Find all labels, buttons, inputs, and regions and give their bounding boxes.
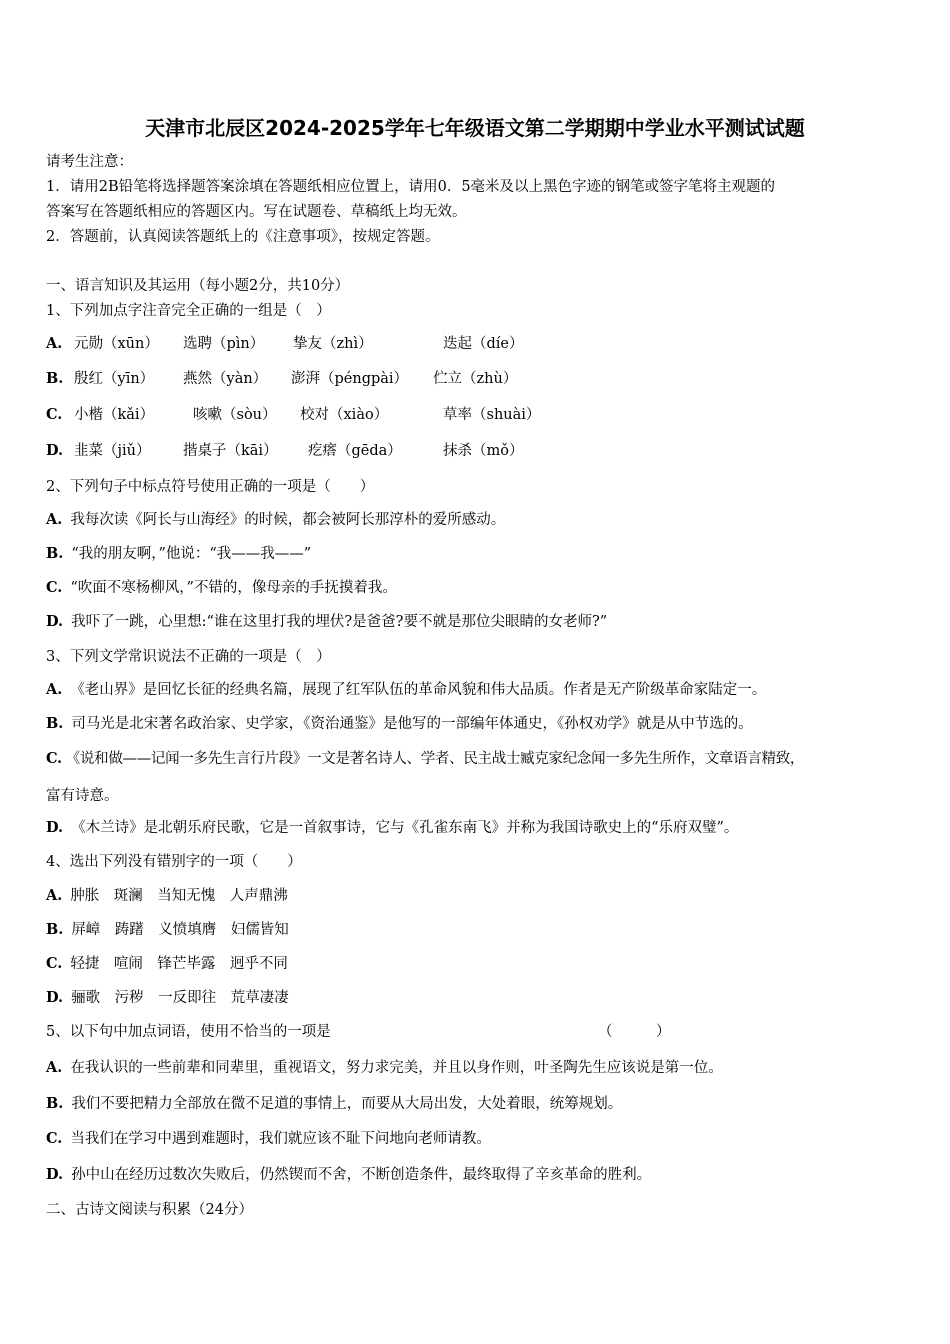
option-text: 《老山界》是回忆长征的经典名篇，展现了红军队伍的革命风貌和伟大品质。作者是无产阶级革命家陆定一。: [70, 682, 767, 698]
option-label: A.: [46, 1059, 63, 1076]
option-label: C.: [46, 1130, 63, 1147]
q4-option-b: [46, 920, 289, 940]
option-word: 挚友（zhì）: [293, 336, 373, 352]
option-label: A.: [46, 335, 63, 352]
q3-option-a: [46, 680, 766, 700]
option-label: D.: [46, 613, 64, 630]
option-word: 揩桌子（kāi）: [183, 443, 278, 459]
option-word: 抹杀（mǒ）: [443, 443, 524, 459]
option-text: 我们不要把精力全部放在微不足道的事情上，而要从大局出发，大处着眼，统筹规划。: [71, 1096, 623, 1112]
option-text: 孙中山在经历过数次失败后，仍然锲而不舍，不断创造条件，最终取得了辛亥革命的胜利。: [71, 1167, 652, 1183]
q5-option-c: [46, 1129, 491, 1149]
option-label: D.: [46, 989, 64, 1006]
option-label: B.: [46, 921, 64, 938]
notice-heading: 请考生注意：: [46, 154, 133, 170]
option-text: 《说和做——记闻一多先生言行片段》一文是著名诗人、学者、民主战士臧克家纪念闻一多先生所作，文章语言精致，: [65, 751, 805, 767]
option-label: B.: [46, 545, 64, 562]
q3-stem: 3、下列文学常识说法不正确的一项是（ ）: [46, 649, 331, 665]
notice-line-1: 1．请用2B铅笔将选择题答案涂填在答题纸相应位置上，请用0．5毫米及以上黑色字迹的钢笔或签字笔将主观题的: [46, 179, 776, 195]
q5-answer-paren: （ ）: [598, 1024, 671, 1040]
q4-option-c: [46, 954, 288, 974]
page-title: 天津市北辰区2024-2025学年七年级语文第二学期期中学业水平测试试题: [145, 116, 805, 140]
option-word: 伫立（zhù）: [433, 371, 518, 387]
q4-option-d: [46, 988, 289, 1008]
q2-option-b: [46, 544, 311, 564]
option-text: 当我们在学习中遇到难题时，我们就应该不耻下问地向老师请教。: [70, 1131, 491, 1147]
option-text: 我吓了一跳，心里想:“谁在这里打我的埋伏?是爸爸?要不就是那位尖眼睛的女老师?”: [71, 614, 608, 630]
option-word: 小楷（kǎi）: [74, 407, 155, 423]
option-label: B.: [46, 370, 64, 387]
notice-line-2: 答案写在答题纸相应的答题区内。写在试题卷、草稿纸上均无效。: [46, 204, 467, 220]
q5-option-b: [46, 1094, 622, 1114]
option-word: 澎湃（péngpài）: [291, 371, 409, 387]
option-word: 选聘（pìn）: [183, 336, 265, 352]
q1-stem: 1、下列加点字注音完全正确的一组是（ ）: [46, 303, 331, 319]
option-label: B.: [46, 715, 64, 732]
option-label: B.: [46, 1095, 64, 1112]
notice-line-3: 2．答题前，认真阅读答题纸上的《注意事项》，按规定答题。: [46, 229, 440, 245]
option-label: D.: [46, 1166, 64, 1183]
section-1-heading: 一、语言知识及其运用（每小题2分，共10分）: [46, 278, 350, 294]
option-text: 轻捷 喧闹 锋芒毕露 迥乎不同: [70, 956, 288, 972]
option-word: 燕然（yàn）: [183, 371, 268, 387]
option-word: 草率（shuài）: [443, 407, 541, 423]
q4-stem: 4、选出下列没有错别字的一项（ ）: [46, 854, 302, 870]
option-label: A.: [46, 887, 63, 904]
option-text: 《木兰诗》是北朝乐府民歌，它是一首叙事诗，它与《孔雀东南飞》并称为我国诗歌史上的“乐府双璧”。: [71, 820, 739, 836]
q5-stem: 5、以下句中加点词语，使用不恰当的一项是: [46, 1024, 331, 1040]
option-word: 疙瘩（gēda）: [308, 443, 402, 459]
option-text: “我的朋友啊，”他说：“我——我——”: [71, 546, 312, 562]
q2-option-c: [46, 578, 397, 598]
q3-option-d: [46, 818, 738, 838]
q2-option-a: [46, 510, 505, 530]
option-word: 校对（xiào）: [300, 407, 389, 423]
q2-stem: 2、下列句子中标点符号使用正确的一项是（ ）: [46, 479, 375, 495]
option-text: 司马光是北宋著名政治家、史学家，《资治通鉴》是他写的一部编年体通史，《孙权劝学》就是从中节选的。: [71, 716, 753, 732]
option-text: “吹面不寒杨柳风，”不错的，像母亲的手抚摸着我。: [70, 580, 397, 596]
option-word: 韭菜（jiǔ）: [74, 443, 151, 459]
q3-option-b: [46, 714, 753, 734]
option-label: C.: [46, 955, 63, 972]
option-word: 迭起（díe）: [443, 336, 524, 352]
q5-option-d: [46, 1165, 651, 1185]
option-text: 在我认识的一些前辈和同辈里，重视语文，努力求完美，并且以身作则，叶圣陶先生应该说是第一位。: [70, 1060, 723, 1076]
option-label: D.: [46, 442, 64, 459]
section-2-heading: 二、古诗文阅读与积累（24分）: [46, 1202, 253, 1218]
q4-option-a: [46, 886, 288, 906]
option-word: 咳嗽（sòu）: [193, 407, 277, 423]
option-word: 元勋（xūn）: [74, 336, 159, 352]
q5-option-a: [46, 1058, 723, 1078]
option-label: C.: [46, 406, 63, 423]
q2-option-d: [46, 612, 607, 632]
option-label: D.: [46, 819, 64, 836]
option-text: 屏嶂 踌躇 义愤填膺 妇儒皆知: [71, 922, 289, 938]
option-text: 骊歌 污秽 一反即往 荒草凄凄: [71, 990, 289, 1006]
option-label: A.: [46, 511, 63, 528]
q3-option-c: [46, 749, 804, 769]
option-text: 我每次读《阿长与山海经》的时候，都会被阿长那淳朴的爱所感动。: [70, 512, 506, 528]
option-label: A.: [46, 681, 63, 698]
option-label: C.: [46, 750, 62, 767]
option-label: C.: [46, 579, 63, 596]
option-word: 殷红（yīn）: [74, 371, 155, 387]
option-text: 肿胀 斑澜 当知无愧 人声鼎沸: [70, 888, 288, 904]
q3-option-c-continued: 富有诗意。: [46, 788, 119, 804]
